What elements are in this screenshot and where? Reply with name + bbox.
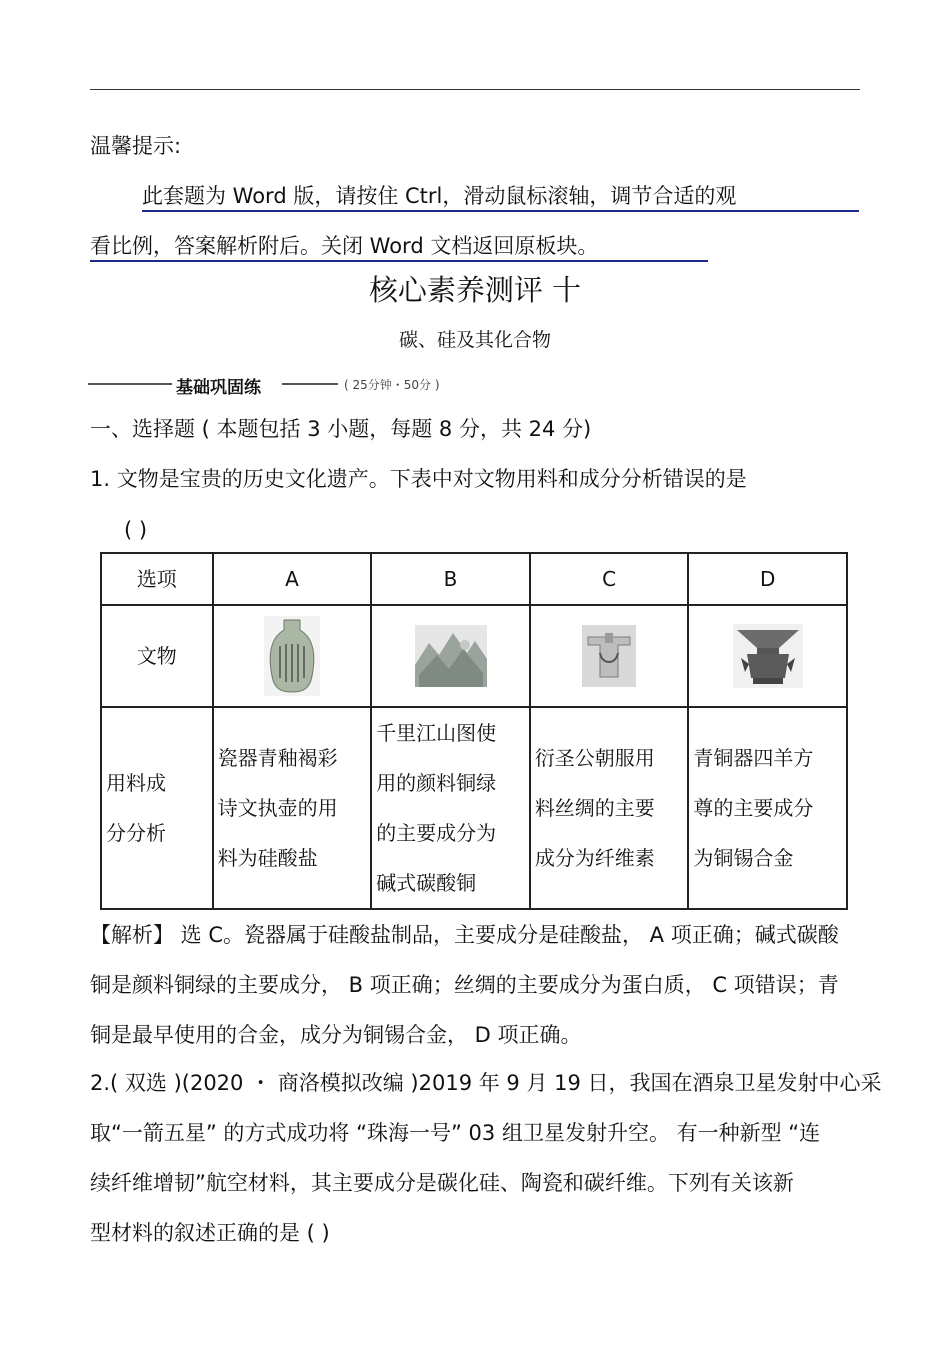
section-label: 基础巩固练: [176, 378, 261, 398]
part-heading: 一、选择题 ( 本题包括 3 小题，每题 8 分，共 24 分): [90, 417, 592, 441]
analysis-cell-b: [371, 707, 530, 909]
table-header-cell: A: [213, 553, 372, 605]
notice-line-1: 此套题为 Word 版，请按住 Ctrl，滑动鼠标滚轴，调节合适的观: [142, 182, 859, 212]
artifact-c-cell: [530, 605, 689, 707]
notice-heading: 温馨提示:: [90, 134, 182, 158]
artifact-a-cell: [213, 605, 372, 707]
cell-line: 诗文执壶的用: [217, 796, 338, 820]
section-meta: ( 25分钟・50分 ): [344, 378, 440, 392]
section-banner: [88, 373, 440, 398]
table-header-cell: C: [530, 553, 689, 605]
table-header-cell: D: [688, 553, 847, 605]
table-header-cell: 选项: [101, 553, 213, 605]
page-subtitle: 碳、硅及其化合物: [398, 329, 551, 351]
cell-line: 为铜锡合金: [693, 846, 794, 870]
table-header-cell: B: [371, 553, 530, 605]
robe-icon: [582, 625, 636, 687]
table-row: [101, 707, 847, 909]
table-row-label: 文物: [101, 605, 213, 707]
vase-icon: [264, 616, 320, 696]
cell-line: 用的颜料铜绿: [376, 771, 497, 795]
question-2-line: 2.( 双选 )(2020 ・ 商洛模拟改编 )2019 年 9 月 19 日，我国在酒泉卫星发射中心采: [90, 1071, 882, 1095]
page-title: 核心素养测评 十: [368, 273, 582, 307]
table-row-label: [101, 707, 213, 909]
banner-line-right: [282, 383, 338, 385]
cell-line: 料为硅酸盐: [217, 846, 318, 870]
notice-line-2: 看比例，答案解析附后。关闭 Word 文档返回原板块。: [90, 232, 708, 262]
analysis-cell-d: [688, 707, 847, 909]
artifact-table: [100, 552, 848, 910]
question-1-blank: ( ): [124, 518, 148, 542]
analysis-line: 铜是最早使用的合金，成分为铜锡合金， D 项正确。: [90, 1023, 582, 1047]
painting-icon: [415, 625, 487, 687]
table-row: [101, 553, 847, 605]
row-label-line: 用料成: [106, 771, 166, 795]
analysis-cell-c: [530, 707, 689, 909]
cell-line: 尊的主要成分: [693, 796, 814, 820]
cell-line: 的主要成分为: [376, 821, 497, 845]
question-1-stem: 1. 文物是宝贵的历史文化遗产。下表中对文物用料和成分分析错误的是: [90, 467, 747, 491]
cell-line: 青铜器四羊方: [693, 746, 814, 770]
bronze-vessel-icon: [733, 624, 803, 688]
cell-line: 衍圣公朝服用: [534, 746, 655, 770]
banner-line-left: [88, 383, 172, 385]
question-2-line: 续纤维增韧”航空材料，其主要成分是碳化硅、陶瓷和碳纤维。下列有关该新: [90, 1171, 794, 1195]
cell-line: 瓷器青釉褐彩: [217, 746, 338, 770]
header-rule: [90, 89, 860, 90]
question-2-line: 取“一箭五星” 的方式成功将 “珠海一号” 03 组卫星发射升空。 有一种新型 “连: [90, 1121, 821, 1145]
analysis-cell-a: [213, 707, 372, 909]
table-row: [101, 605, 847, 707]
artifact-d-cell: [688, 605, 847, 707]
artifact-b-cell: [371, 605, 530, 707]
cell-line: 碱式碳酸铜: [376, 871, 477, 895]
cell-line: 成分为纤维素: [534, 846, 655, 870]
row-label-line: 分分析: [106, 821, 166, 845]
analysis-line: 铜是颜料铜绿的主要成分， B 项正确；丝绸的主要成分为蛋白质， C 项错误；青: [90, 973, 839, 997]
analysis-line: 【解析】 选 C。瓷器属于硅酸盐制品，主要成分是硅酸盐， A 项正确；碱式碳酸: [90, 923, 839, 947]
cell-line: 千里江山图使: [376, 721, 497, 745]
cell-line: 料丝绸的主要: [534, 796, 655, 820]
question-2-line: 型材料的叙述正确的是 ( ): [90, 1221, 330, 1245]
